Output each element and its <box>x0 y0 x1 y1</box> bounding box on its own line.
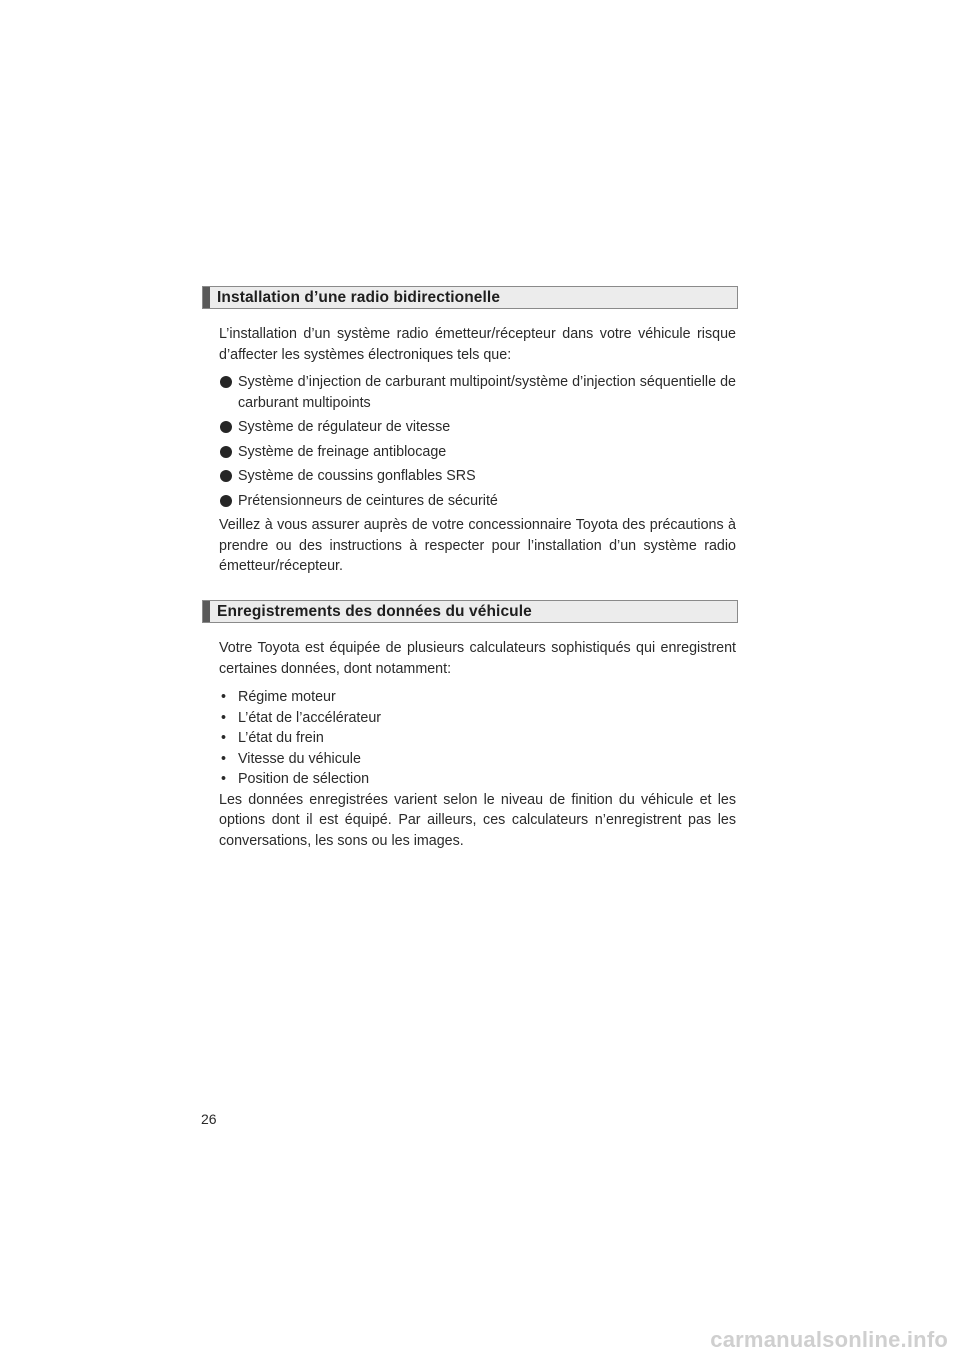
list-item <box>219 372 736 413</box>
bullet-dot-icon: • <box>221 730 227 746</box>
watermark: carmanualsonline.info <box>710 1327 948 1352</box>
bullet-dot-icon: • <box>221 709 227 726</box>
list-item-text: Régime moteur <box>238 689 336 705</box>
list-item-text: L’état du frein <box>238 730 324 746</box>
section-outro: Veillez à vous assurer auprès de votre concessionnaire Toyota des précautions à prendre ou des instructions à respecter pour l’installation d’un système radio émetteur/récepteur. <box>219 517 736 574</box>
list-item <box>219 749 736 770</box>
list-item-text: Prétensionneurs de ceintures de sécurité <box>238 492 498 509</box>
bullet-dot-icon: • <box>221 771 227 787</box>
list-item-text: Système de coussins gonflables SRS <box>238 468 476 484</box>
list-item-text: Système d’injection de carburant multipoint/système d’injection séquentielle de carburant multipoints <box>238 374 736 411</box>
bullet-circle-icon <box>220 446 232 458</box>
list-item <box>219 491 736 512</box>
page-number: 26 <box>201 1111 217 1127</box>
list-item-text: Système de régulateur de vitesse <box>238 419 451 435</box>
list-item-text: Système de freinage antiblocage <box>238 443 447 460</box>
list-item <box>219 442 736 463</box>
bullet-circle-icon <box>220 421 232 433</box>
section-header-radio <box>202 286 738 309</box>
section-body-data <box>219 638 736 851</box>
bullet-dot-icon: • <box>221 689 227 705</box>
section-intro: L’installation d’un système radio émetteur/récepteur dans votre véhicule risque d’affecter les systèmes électroniques tels que: <box>219 326 736 363</box>
list-item-text: Position de sélection <box>238 771 370 787</box>
section-title: Installation d’une radio bidirectionelle <box>217 288 501 306</box>
section-intro: Votre Toyota est équipée de plusieurs calculateurs sophistiqués qui enregistrent certaines données, dont notamment: <box>219 640 736 677</box>
list-item <box>219 466 736 487</box>
header-accent-bar <box>203 287 210 308</box>
bullet-circle-icon <box>220 495 232 507</box>
list-item-text: Vitesse du véhicule <box>238 750 361 767</box>
section-body-radio <box>219 324 736 577</box>
list-item-text: L’état de l’accélérateur <box>238 709 382 726</box>
bullet-circle-icon <box>220 376 232 388</box>
section-outro: Les données enregistrées varient selon le niveau de finition du véhicule et les options dont il est équipé. Par ailleurs, ces calculateurs n’enregistrent pas les conversations, les sons ou les images. <box>219 791 736 849</box>
bullet-circle-icon <box>220 470 232 482</box>
list-item <box>219 708 736 729</box>
header-accent-bar <box>203 601 210 622</box>
list-item <box>219 728 736 749</box>
list-item <box>219 417 736 438</box>
bullet-dot-icon: • <box>221 750 227 767</box>
list-item <box>219 769 736 790</box>
section-header-data <box>202 600 738 623</box>
section-title: Enregistrements des données du véhicule <box>217 602 532 620</box>
list-item <box>219 687 736 708</box>
